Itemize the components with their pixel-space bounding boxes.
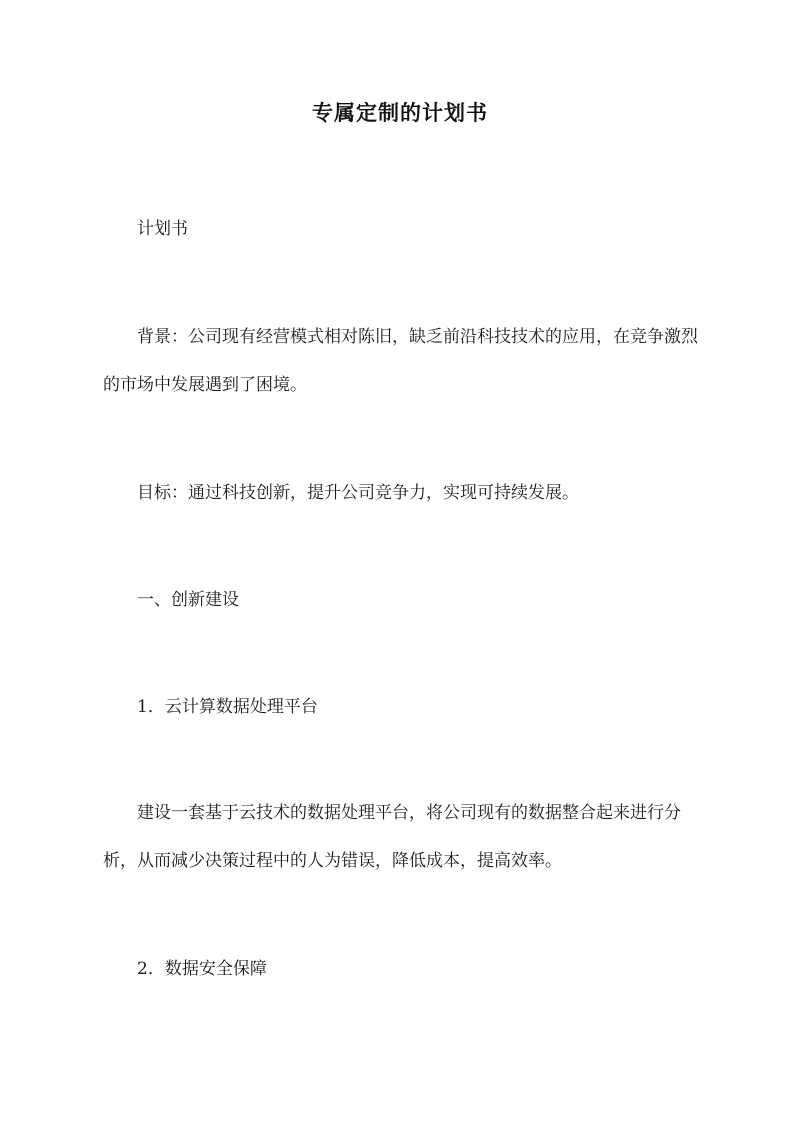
background-paragraph: 背景：公司现有经营模式相对陈旧，缺乏前沿科技技术的应用，在竞争激烈的市场中发展遇到了困境。: [103, 327, 698, 395]
item-heading-data-security: 2．数据安全保障: [137, 959, 267, 979]
plan-subtitle: 计划书: [137, 219, 188, 239]
section-heading-innovation: 一、创新建设: [137, 590, 239, 610]
goal-paragraph: 目标：通过科技创新，提升公司竞争力，实现可持续发展。: [137, 483, 579, 503]
document-title: 专属定制的计划书: [312, 100, 488, 125]
item-heading-cloud-platform: 1．云计算数据处理平台: [137, 697, 318, 717]
item-description-cloud-platform: 建设一套基于云技术的数据处理平台，将公司现有的数据整合起来进行分析，从而减少决策过程中的人为错误，降低成本，提高效率。: [103, 803, 681, 871]
